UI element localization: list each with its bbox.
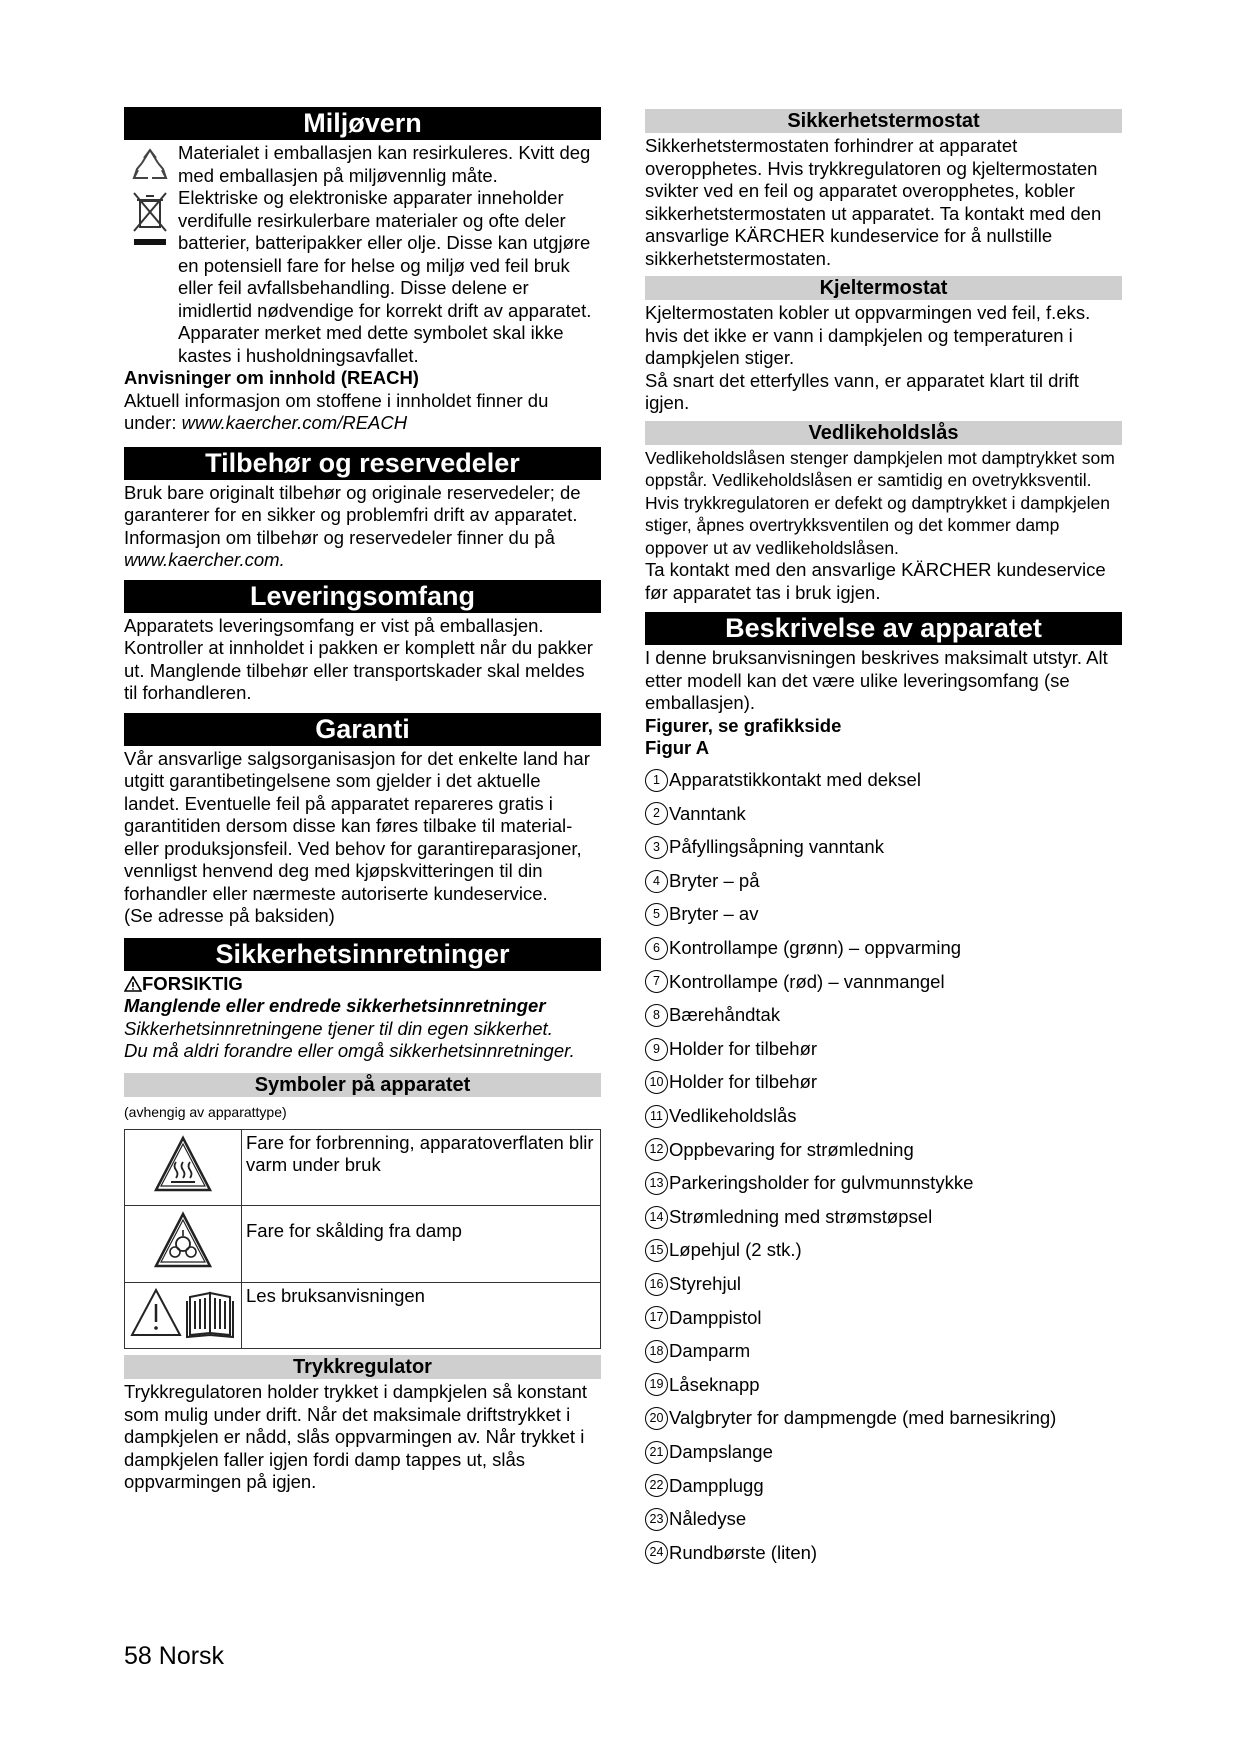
item-label: Valgbryter for dampmengde (med barnesikring)	[669, 1407, 1057, 1429]
reach-heading: Anvisninger om innhold (REACH)	[124, 367, 419, 388]
item-label: Vanntank	[669, 802, 746, 824]
heading-beskrivelse: Beskrivelse av apparatet	[645, 612, 1122, 645]
item-label: Dampplugg	[669, 1474, 764, 1496]
list-item	[645, 1301, 1122, 1335]
symbol-text-cell: Fare for skålding fra damp	[242, 1206, 601, 1283]
list-item	[645, 1032, 1122, 1066]
heading-sikkerhetstermostat: Sikkerhetstermostat	[645, 109, 1122, 133]
item-number: 2	[645, 802, 668, 825]
list-item	[645, 1133, 1122, 1167]
item-label: Løpehjul (2 stk.)	[669, 1239, 802, 1261]
item-label: Kontrollampe (rød) – vannmangel	[669, 970, 945, 992]
item-number: 12	[645, 1138, 668, 1161]
footer-language: Norsk	[158, 1642, 225, 1670]
kjeltermostat-text-1: Kjeltermostaten kobler ut oppvarmingen ved feil, f.eks. hvis det ikke er vann i dampkjelen og temperaturen i dampkjelen stiger.	[645, 302, 1091, 368]
list-item	[645, 898, 1122, 932]
list-item	[645, 1234, 1122, 1268]
item-label: Bryter – på	[669, 869, 760, 891]
sikkerhetstermostat-text: Sikkerhetstermostaten forhindrer at apparatet overopphetes. Hvis trykkregulatoren og kjeltermostaten svikter ved en feil og apparatet overopphetes, kobler sikkerhetstermostaten ut apparatet. Ta kontakt med den ansvarlige KÄRCHER kundeservice for å nullstille sikkerhetstermostaten.	[645, 135, 1102, 269]
item-number: 11	[645, 1105, 668, 1128]
item-number: 21	[645, 1441, 668, 1464]
component-list	[645, 764, 1122, 1570]
item-label: Kontrollampe (grønn) – oppvarming	[669, 937, 962, 959]
symbols-note: (avhengig av apparattype)	[124, 1103, 287, 1120]
caution-label-row	[124, 973, 601, 996]
item-number: 4	[645, 870, 668, 893]
caution-label: FORSIKTIG	[142, 972, 243, 994]
list-item	[645, 1167, 1122, 1201]
item-number: 23	[645, 1508, 668, 1531]
item-label: Vedlikeholdslås	[669, 1104, 797, 1126]
item-number: 16	[645, 1273, 668, 1296]
item-number: 7	[645, 970, 668, 993]
list-item	[645, 931, 1122, 965]
item-label: Rundbørste (liten)	[669, 1541, 818, 1563]
item-number: 8	[645, 1004, 668, 1027]
list-item	[645, 965, 1122, 999]
figures-reference: Figurer, se grafikkside	[645, 714, 842, 736]
item-number: 17	[645, 1306, 668, 1329]
vedlikeholdslas-text-1: Vedlikeholdslåsen stenger dampkjelen mot damptrykket som oppstår. Vedlikeholdslåsen er samtidig en ovetrykksventil. Hvis trykkregulatoren er defekt og damptrykket i dampkjelen stiger, åpnes overtrykksventilen og det kommer damp oppover ut av vedlikeholdslåsen.	[645, 447, 1115, 558]
recycle-icon	[128, 144, 172, 188]
symbol-icon-cell	[125, 1206, 242, 1283]
symbol-icon-cell	[125, 1282, 242, 1349]
list-item	[645, 764, 1122, 798]
item-number: 14	[645, 1206, 668, 1229]
item-number: 24	[645, 1541, 668, 1564]
list-item	[645, 1503, 1122, 1537]
item-number: 3	[645, 836, 668, 859]
item-number: 18	[645, 1340, 668, 1363]
item-label: Oppbevaring for strømledning	[669, 1138, 914, 1160]
recycle-paragraph	[124, 142, 601, 187]
heading-symboler: Symboler på apparatet	[124, 1073, 601, 1097]
caution-line-1: Sikkerhetsinnretningene tjener til din egen sikkerhet.	[124, 1017, 553, 1039]
item-number: 19	[645, 1373, 668, 1396]
steam-scald-warning-icon	[153, 1210, 213, 1272]
list-item	[645, 1536, 1122, 1570]
item-label: Parkeringsholder for gulvmunnstykke	[669, 1172, 974, 1194]
caution-line-2: Du må aldri forandre eller omgå sikkerhetsinnretninger.	[124, 1040, 575, 1061]
list-item	[645, 1335, 1122, 1369]
item-label: Strømledning med strømstøpsel	[669, 1205, 933, 1227]
item-number: 9	[645, 1038, 668, 1061]
weee-paragraph	[124, 187, 601, 367]
beskrivelse-text: I denne bruksanvisningen beskrives maksimalt utstyr. Alt etter modell kan det være ulike leveringsomfang (se emballasjen).	[645, 647, 1108, 713]
caution-title: Manglende eller endrede sikkerhetsinnretninger	[124, 995, 546, 1016]
item-number: 13	[645, 1172, 668, 1195]
list-item	[645, 1368, 1122, 1402]
list-item	[645, 864, 1122, 898]
item-number: 22	[645, 1474, 668, 1497]
symbol-icon-cell	[125, 1129, 242, 1206]
page-footer	[124, 1641, 224, 1671]
item-number: 5	[645, 903, 668, 926]
heading-trykkregulator: Trykkregulator	[124, 1355, 601, 1379]
left-column	[124, 107, 601, 1494]
hot-surface-warning-icon	[153, 1134, 213, 1196]
list-item	[645, 1469, 1122, 1503]
list-item	[645, 1435, 1122, 1469]
list-item	[645, 999, 1122, 1033]
heading-garanti: Garanti	[124, 713, 601, 746]
symbol-text-cell: Fare for forbrenning, apparatoverflaten blir varm under bruk	[242, 1129, 601, 1206]
item-label: Styrehjul	[669, 1272, 741, 1294]
heading-kjeltermostat: Kjeltermostat	[645, 276, 1122, 300]
right-column	[645, 107, 1122, 1570]
item-label: Nåledyse	[669, 1508, 747, 1530]
item-label: Låseknapp	[669, 1373, 760, 1395]
tilbehor-text: Bruk bare originalt tilbehør og originale reservedeler; de garanterer for en sikker og problemfri drift av apparatet. Informasjon om tilbehør og reservedeler finner du på	[124, 481, 581, 548]
heading-leveringsomfang: Leveringsomfang	[124, 580, 601, 613]
heading-vedlikeholdslas: Vedlikeholdslås	[645, 421, 1122, 445]
list-item	[645, 1066, 1122, 1100]
recycle-text: Materialet i emballasjen kan resirkuleres. Kvitt deg med emballasjen på miljøvennlig måte.	[178, 142, 591, 186]
list-item	[645, 1200, 1122, 1234]
crossed-bin-icon	[128, 189, 172, 249]
read-manual-icon	[128, 1287, 238, 1339]
list-item	[645, 1267, 1122, 1301]
heading-tilbehor: Tilbehør og reservedeler	[124, 447, 601, 480]
item-label: Holder for tilbehør	[669, 1037, 818, 1059]
item-label: Holder for tilbehør	[669, 1071, 818, 1093]
reach-text: Aktuell informasjon om stoffene i innholdet finner du under:	[124, 389, 549, 433]
item-label: Påfyllingsåpning vanntank	[669, 836, 884, 858]
list-item	[645, 797, 1122, 831]
garanti-address-note: (Se adresse på baksiden)	[124, 905, 335, 926]
item-number: 6	[645, 937, 668, 960]
figure-label: Figur A	[645, 737, 710, 758]
item-label: Apparatstikkontakt med deksel	[669, 769, 921, 791]
kaercher-link[interactable]: www.kaercher.com.	[124, 549, 285, 570]
symbol-row	[125, 1206, 601, 1283]
vedlikeholdslas-text-2: Ta kontakt med den ansvarlige KÄRCHER kundeservice før apparatet tas i bruk igjen.	[645, 559, 1106, 603]
trykkregulator-text: Trykkregulatoren holder trykket i dampkjelen så konstant som mulig under drift. Når det maksimale driftstrykket i dampkjelen er nådd, slås oppvarmingen av. Når trykket i dampkjelen faller igjen fordi damp tappes ut, slås oppvarmingen på igjen.	[124, 1381, 588, 1492]
heading-sikkerhetsinnretninger: Sikkerhetsinnretninger	[124, 938, 601, 971]
item-label: Bærehåndtak	[669, 1004, 781, 1026]
list-item	[645, 1402, 1122, 1436]
page-number: 58	[124, 1642, 152, 1670]
item-label: Dampslange	[669, 1440, 773, 1462]
symbol-row	[125, 1282, 601, 1349]
heading-miljovern: Miljøvern	[124, 107, 601, 140]
caution-triangle-icon	[124, 976, 142, 992]
item-label: Bryter – av	[669, 903, 759, 925]
item-number: 1	[645, 769, 668, 792]
weee-text: Elektriske og elektroniske apparater inneholder verdifulle resirkulerbare materialer og ofte deler batterier, batteripakker eller olje. Disse kan utgjøre en potensiell fare for helse og miljø ved feil bruk eller feil avfallsbehandling. Disse delene er imidlertid nødvendige for korrekt drift av apparatet. Apparater merket med dette symbolet skal ikke kastes i husholdningsavfallet.	[178, 187, 592, 366]
kjeltermostat-text-2: Så snart det etterfylles vann, er apparatet klart til drift igjen.	[645, 369, 1079, 413]
item-label: Damparm	[669, 1340, 751, 1362]
item-number: 20	[645, 1407, 668, 1430]
reach-link[interactable]: www.kaercher.com/REACH	[181, 412, 408, 433]
leveringsomfang-text: Apparatets leveringsomfang er vist på emballasjen. Kontroller at innholdet i pakken er komplett når du pakker ut. Manglende tilbehør eller transportskader skal meldes til forhandleren.	[124, 614, 593, 703]
item-number: 10	[645, 1071, 668, 1094]
symbol-row	[125, 1129, 601, 1206]
garanti-text: Vår ansvarlige salgsorganisasjon for det enkelte land har utgitt garantibetingelsene som gjelder i det aktuelle landet. Eventuelle feil på apparatet repareres gratis i garantitiden dersom disse kan føres tilbake til material- eller produksjonsfeil. Ved behov for garantireparasjoner, vennligst henvend deg med kjøpskvitteringen til din forhandler eller nærmeste autoriserte kundeservice.	[124, 747, 590, 904]
symbol-text-cell: Les bruksanvisningen	[242, 1282, 601, 1349]
symbols-table	[124, 1129, 601, 1350]
item-number: 15	[645, 1239, 668, 1262]
list-item	[645, 1099, 1122, 1133]
item-label: Damppistol	[669, 1306, 762, 1328]
tilbehor-paragraph	[124, 482, 601, 572]
list-item	[645, 831, 1122, 865]
reach-paragraph	[124, 390, 601, 435]
